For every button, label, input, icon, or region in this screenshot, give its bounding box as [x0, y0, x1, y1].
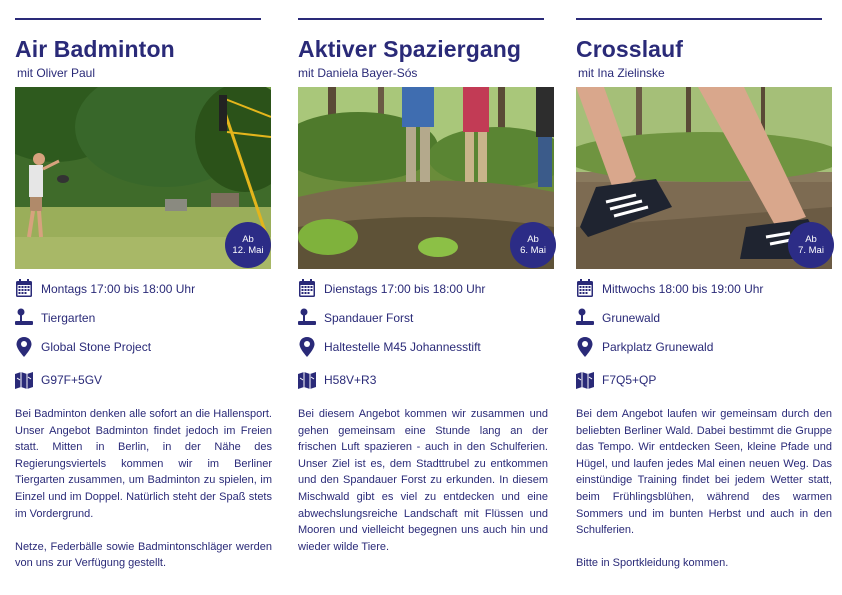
info-schedule: [298, 278, 548, 302]
area-text: Tiergarten: [41, 311, 96, 325]
badge-label: Ab: [242, 234, 254, 245]
info-meeting-point: [576, 336, 826, 360]
course-description: [298, 406, 548, 555]
meeting-point-text: Haltestelle M45 Johannesstift: [324, 340, 481, 354]
course-title: Crosslauf: [576, 36, 683, 62]
info-area: [298, 307, 548, 331]
info-map-code: [576, 369, 826, 393]
calendar-icon: [15, 278, 33, 300]
start-date-badge: [225, 222, 271, 268]
info-map-code: [298, 369, 548, 393]
map-icon: [15, 369, 33, 391]
column-divider: [298, 18, 544, 20]
map-pin-icon: [576, 336, 594, 358]
description-paragraph: Bei diesem Angebot kommen wir zusammen und gehen gemeinsam eine Stunde lang an der frischen Luft spazieren - auch in den Schulferien. Unser Ziel ist es, dem Stadttrubel zu entkommen und den Spandauer Forst zu erkunden. In diesem Mischwald gibt es viel zu entdecken und eine abwechslungsreiche Landschaft mit Flüssen und Mooren und vielleicht begegnen uns auch hin und wieder wilde Tiere.: [298, 408, 548, 553]
course-instructor: mit Oliver Paul: [17, 66, 96, 80]
badge-date: 12. Mai: [232, 245, 264, 256]
info-meeting-point: [15, 336, 265, 360]
map-icon: [298, 369, 316, 391]
schedule-text: Dienstags 17:00 bis 18:00 Uhr: [324, 282, 486, 296]
description-paragraph: Netze, Federbälle sowie Badmintonschläger werden von uns zur Verfügung gestellt.: [15, 540, 272, 570]
course-instructor: mit Daniela Bayer-Sós: [298, 66, 418, 80]
description-paragraph: Bei dem Angebot laufen wir gemeinsam durch den beliebten Berliner Wald. Dabei bestimmt die Gruppe das Tempo. Wir entdecken Seen, kleine Pfade und Hügel, und laufen jedes Mal einen neuen Weg. Das einstündige Training findet bei jedem Wetter statt, beim Frühlingsblühen, während des warmen Sommers und im bunten Herbst und auch in den Schulferien.: [576, 408, 832, 537]
map-code-text: F7Q5+QP: [602, 373, 657, 387]
badge-date: 7. Mai: [798, 245, 824, 256]
map-pin-icon: [298, 336, 316, 358]
area-text: Spandauer Forst: [324, 311, 414, 325]
map-icon: [576, 369, 594, 391]
location-sign-icon: [576, 307, 594, 329]
description-paragraph: Bitte in Sportkleidung kommen.: [576, 557, 729, 570]
info-schedule: [15, 278, 265, 302]
badge-date: 6. Mai: [520, 245, 546, 256]
info-schedule: [576, 278, 826, 302]
start-date-badge: [510, 222, 556, 268]
course-description: [15, 406, 272, 572]
map-pin-icon: [15, 336, 33, 358]
info-area: [15, 307, 265, 331]
area-text: Grunewald: [602, 311, 661, 325]
schedule-text: Montags 17:00 bis 18:00 Uhr: [41, 282, 196, 296]
start-date-badge: [788, 222, 834, 268]
course-instructor: mit Ina Zielinske: [578, 66, 665, 80]
course-title: Air Badminton: [15, 36, 175, 62]
badge-label: Ab: [527, 234, 539, 245]
calendar-icon: [576, 278, 594, 300]
location-sign-icon: [298, 307, 316, 329]
course-description: [576, 406, 832, 572]
map-code-text: H58V+R3: [324, 373, 377, 387]
schedule-text: Mittwochs 18:00 bis 19:00 Uhr: [602, 282, 764, 296]
meeting-point-text: Global Stone Project: [41, 340, 152, 354]
description-paragraph: Bei Badminton denken alle sofort an die Hallensport. Unser Angebot Badminton findet jedoch im Freien statt. Mitten in Berlin, in der Nähe des Regierungsviertels kommen wir im Berliner Tiergarten zusammen, um Badminton zu spielen, im Einzel und im Doppel. Natürlich steht der Spaß stets im Vordergrund.: [15, 408, 272, 520]
info-area: [576, 307, 826, 331]
column-divider: [15, 18, 261, 20]
meeting-point-text: Parkplatz Grunewald: [602, 340, 714, 354]
badge-label: Ab: [805, 234, 817, 245]
map-code-text: G97F+5GV: [41, 373, 103, 387]
column-divider: [576, 18, 822, 20]
course-title: Aktiver Spaziergang: [298, 36, 522, 62]
calendar-icon: [298, 278, 316, 300]
info-map-code: [15, 369, 265, 393]
info-meeting-point: [298, 336, 548, 360]
location-sign-icon: [15, 307, 33, 329]
